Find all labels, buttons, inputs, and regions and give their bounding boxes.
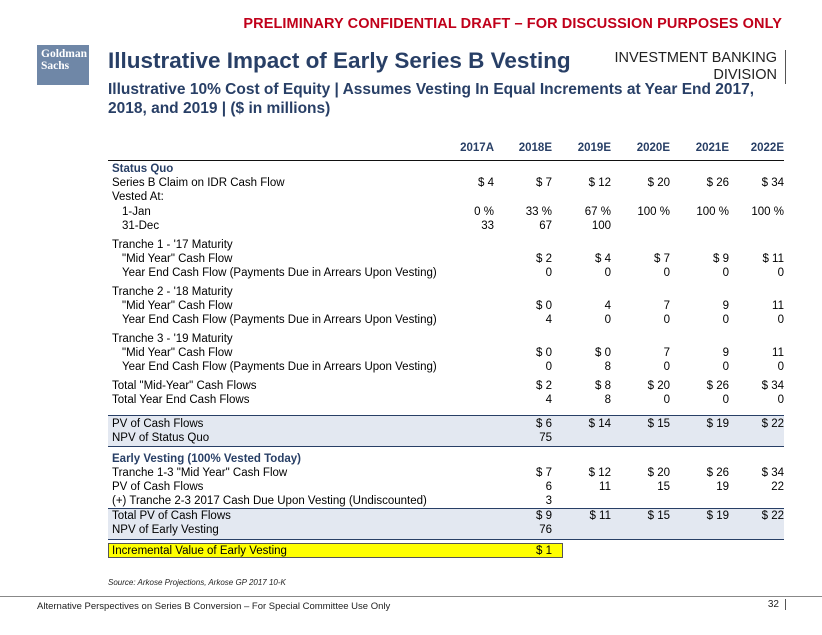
table-row xyxy=(108,299,784,313)
table-row xyxy=(108,431,784,445)
cell-value: 0 xyxy=(777,394,784,406)
cell-value: 22 xyxy=(771,481,784,493)
row-label: "Mid Year" Cash Flow xyxy=(122,300,233,312)
cell-value: 0 xyxy=(777,267,784,279)
cell-value: $ 34 xyxy=(761,380,784,392)
cell-value: $ 15 xyxy=(647,510,670,522)
cell-value: 100 % xyxy=(696,206,729,218)
row-label: "Mid Year" Cash Flow xyxy=(122,253,233,265)
cell-value: 0 xyxy=(722,314,729,326)
source-note: Source: Arkose Projections, Arkose GP 2017 10-K xyxy=(108,578,286,587)
cell-value: 0 xyxy=(663,394,670,406)
cell-value: 11 xyxy=(772,347,784,359)
cell-value: 75 xyxy=(539,432,552,444)
cell-value: $ 6 xyxy=(536,418,552,430)
row-label: Total Year End Cash Flows xyxy=(112,394,250,406)
cell-value: 4 xyxy=(545,394,552,406)
column-header: 2018E xyxy=(518,142,552,154)
page-footer xyxy=(0,596,822,612)
cell-value: 9 xyxy=(722,300,729,312)
page-number: 32 xyxy=(768,599,786,610)
cell-value: 0 xyxy=(545,267,552,279)
cell-value: 8 xyxy=(604,361,611,373)
cell-value: $ 26 xyxy=(706,467,729,479)
cell-value: $ 22 xyxy=(761,418,784,430)
column-header: 2017A xyxy=(460,142,494,154)
table-row xyxy=(108,346,784,360)
table-row xyxy=(108,523,784,537)
cell-value: $ 8 xyxy=(595,380,611,392)
cell-value: $ 19 xyxy=(706,418,729,430)
cell-value: $ 15 xyxy=(647,418,670,430)
table-row xyxy=(108,379,784,393)
cell-value: $ 20 xyxy=(647,467,670,479)
row-label: Total PV of Cash Flows xyxy=(112,510,231,522)
row-label: "Mid Year" Cash Flow xyxy=(122,347,233,359)
table-row xyxy=(108,313,784,327)
table-row xyxy=(108,176,784,190)
cell-value: 0 % xyxy=(474,206,494,218)
table-row xyxy=(108,252,784,266)
banner-text: PRELIMINARY CONFIDENTIAL DRAFT – FOR DISCUSSION PURPOSES ONLY xyxy=(243,16,782,32)
table-row xyxy=(108,544,784,558)
section-heading: Status Quo xyxy=(112,163,174,175)
row-label: Tranche 2 - '18 Maturity xyxy=(112,286,233,298)
table-header xyxy=(108,138,784,161)
row-label: Series B Claim on IDR Cash Flow xyxy=(112,177,285,189)
footer-text: Alternative Perspectives on Series B Conversion – For Special Committee Use Only xyxy=(37,601,391,612)
cell-value: $ 26 xyxy=(706,380,729,392)
cell-value: $ 11 xyxy=(762,253,784,265)
row-label: Year End Cash Flow (Payments Due in Arrears Upon Vesting) xyxy=(122,267,437,279)
cell-value: 19 xyxy=(716,481,729,493)
cell-value: 4 xyxy=(604,300,611,312)
division-line2: DIVISION xyxy=(713,67,777,83)
table-row xyxy=(108,466,784,480)
cell-value: 0 xyxy=(545,361,552,373)
table-row xyxy=(108,332,784,346)
row-label: Year End Cash Flow (Payments Due in Arrears Upon Vesting) xyxy=(122,361,437,373)
cell-value: $ 12 xyxy=(588,467,611,479)
cell-value: $ 0 xyxy=(536,347,552,359)
cell-value: 76 xyxy=(539,524,552,536)
cell-value: 3 xyxy=(545,495,552,507)
section-heading: Early Vesting (100% Vested Today) xyxy=(112,453,301,465)
table-row xyxy=(108,509,784,523)
column-header: 2020E xyxy=(636,142,670,154)
row-label: Tranche 1 - '17 Maturity xyxy=(112,239,233,251)
cell-value: 0 xyxy=(604,314,611,326)
page-title: Illustrative Impact of Early Series B Vesting xyxy=(108,48,571,73)
division-line1: INVESTMENT BANKING xyxy=(614,50,777,66)
cell-value: 100 xyxy=(591,220,611,232)
row-label: Tranche 1-3 "Mid Year" Cash Flow xyxy=(112,467,288,479)
cell-value: 0 xyxy=(663,361,670,373)
cell-value: $ 20 xyxy=(647,380,670,392)
cell-value: $ 9 xyxy=(713,253,729,265)
row-label: NPV of Early Vesting xyxy=(112,524,219,536)
cell-value: $ 34 xyxy=(761,467,784,479)
cell-value: 15 xyxy=(657,481,670,493)
cell-value: 100 % xyxy=(751,206,784,218)
cell-value: 4 xyxy=(545,314,552,326)
table-row xyxy=(108,285,784,299)
table-row xyxy=(108,219,784,233)
cell-value: 0 xyxy=(777,314,784,326)
table-row xyxy=(108,480,784,494)
table-row xyxy=(108,238,784,252)
goldman-sachs-logo xyxy=(37,45,89,85)
cell-value: 11 xyxy=(772,300,784,312)
table-row xyxy=(108,205,784,219)
column-header: 2022E xyxy=(750,142,784,154)
logo-line2: Sachs xyxy=(41,60,70,72)
cell-value: 7 xyxy=(663,347,670,359)
cell-value: $ 7 xyxy=(654,253,670,265)
table-row xyxy=(108,452,784,466)
table-row xyxy=(108,360,784,374)
column-header: 2021E xyxy=(695,142,729,154)
cell-value: $ 11 xyxy=(589,510,611,522)
cell-value: $ 0 xyxy=(595,347,611,359)
cell-value: 0 xyxy=(722,394,729,406)
logo-line1: Goldman xyxy=(41,48,88,60)
cell-value: $ 7 xyxy=(536,467,552,479)
cell-value: $ 7 xyxy=(536,177,552,189)
cell-value: $ 9 xyxy=(536,510,552,522)
row-label: Year End Cash Flow (Payments Due in Arrears Upon Vesting) xyxy=(122,314,437,326)
table-row xyxy=(108,162,784,176)
cell-value: 7 xyxy=(663,300,670,312)
row-label: PV of Cash Flows xyxy=(112,481,204,493)
cell-value: 11 xyxy=(599,481,611,493)
cell-value: 8 xyxy=(604,394,611,406)
row-label: Incremental Value of Early Vesting xyxy=(112,545,287,557)
cell-value: $ 26 xyxy=(706,177,729,189)
cell-value: $ 19 xyxy=(706,510,729,522)
cell-value: 9 xyxy=(722,347,729,359)
cell-value: $ 2 xyxy=(536,380,552,392)
cell-value: 0 xyxy=(722,267,729,279)
cell-value: 0 xyxy=(604,267,611,279)
cell-value: $ 4 xyxy=(595,253,611,265)
row-label: 31-Dec xyxy=(122,220,160,232)
cell-value: 33 % xyxy=(525,206,552,218)
row-label: NPV of Status Quo xyxy=(112,432,210,444)
cell-value: 0 xyxy=(722,361,729,373)
table-row xyxy=(108,494,784,508)
cell-value: 6 xyxy=(545,481,552,493)
cell-value: $ 20 xyxy=(647,177,670,189)
division-label xyxy=(615,50,786,84)
table-row xyxy=(108,417,784,431)
cell-value: 0 xyxy=(663,314,670,326)
cell-value: $ 22 xyxy=(761,510,784,522)
cell-value: 100 % xyxy=(637,206,670,218)
table-row xyxy=(108,393,784,407)
cell-value: $ 12 xyxy=(588,177,611,189)
cell-value: $ 34 xyxy=(761,177,784,189)
row-label: 1-Jan xyxy=(122,206,151,218)
page-subtitle: Illustrative 10% Cost of Equity | Assumes Vesting In Equal Increments at Year End 2017, 2018, and 2019 | ($ in millions) xyxy=(108,81,755,117)
cell-value: $ 0 xyxy=(536,300,552,312)
cell-value: $ 1 xyxy=(536,545,552,557)
row-label: PV of Cash Flows xyxy=(112,418,204,430)
cell-value: $ 14 xyxy=(588,418,611,430)
cell-value: 0 xyxy=(663,267,670,279)
row-label: Total "Mid-Year" Cash Flows xyxy=(112,380,257,392)
row-label: Vested At: xyxy=(112,191,164,203)
row-label: (+) Tranche 2-3 2017 Cash Due Upon Vesting (Undiscounted) xyxy=(112,495,427,507)
table-row xyxy=(108,266,784,280)
cell-value: 0 xyxy=(777,361,784,373)
cell-value: $ 4 xyxy=(478,177,494,189)
cell-value: $ 2 xyxy=(536,253,552,265)
cell-value: 33 xyxy=(481,220,494,232)
cell-value: 67 xyxy=(539,220,552,232)
column-header: 2019E xyxy=(577,142,611,154)
cell-value: 67 % xyxy=(584,206,611,218)
table-row xyxy=(108,190,784,204)
row-label: Tranche 3 - '19 Maturity xyxy=(112,333,233,345)
